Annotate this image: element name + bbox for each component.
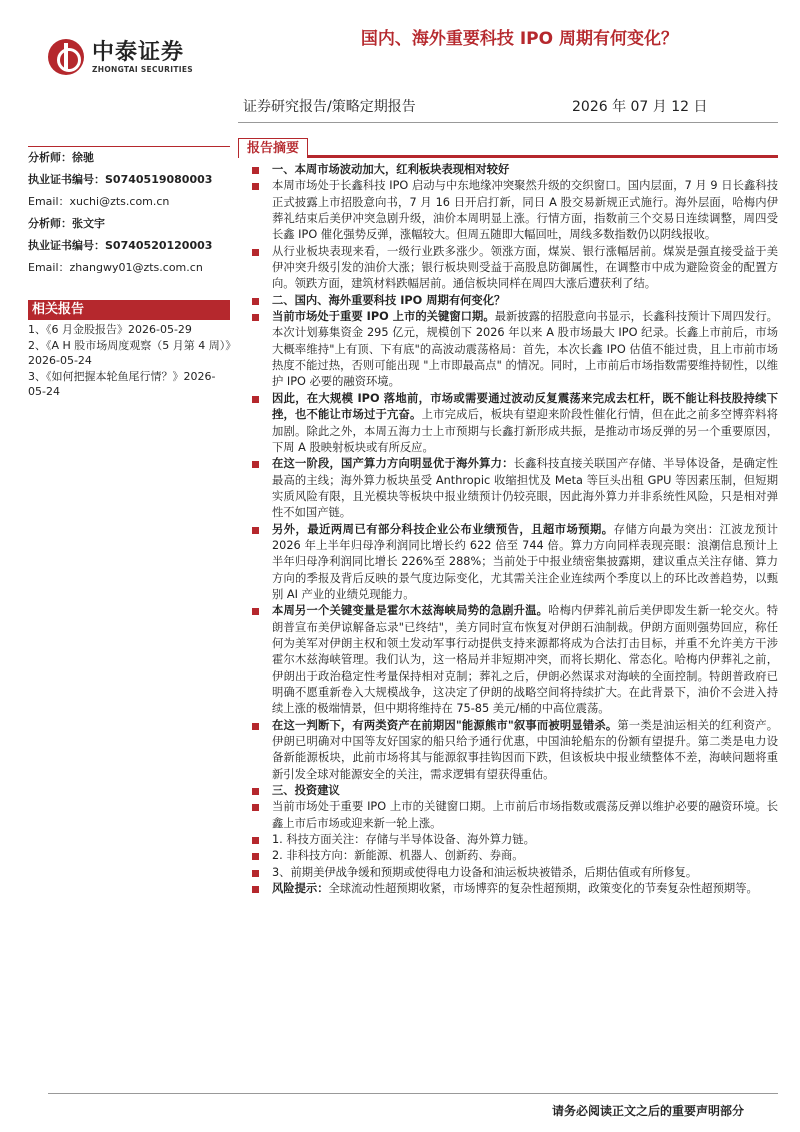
summary-paragraph: [248, 848, 778, 864]
paragraph-lead: 本周另一个关键变量是霍尔木兹海峡局势的急剧升温。: [272, 604, 549, 618]
bullet-icon: [252, 249, 259, 256]
paragraph-text: 长鑫科技直接关联国产存储、半导体设备，是确定性最高的主线；海外算力板块虽受 Anthropic 收缩担忧及 Meta 等巨头出租 GPU 等因素压制，但短期实质风险有限，且光模块等板块中报业绩预计仍较亮眼，因此海外算力并非系统性风险，只是相对弹性不如国产链。: [272, 457, 778, 520]
summary-paragraph: [248, 178, 778, 243]
summary-paragraph: [248, 391, 778, 456]
bullet-icon: [252, 608, 259, 615]
report-title: 国内、海外重要科技 IPO 周期有何变化？: [360, 29, 678, 49]
bullet-icon: [252, 396, 259, 403]
logo-cn-text: 中泰证券: [92, 39, 185, 65]
bullet-icon: [252, 723, 259, 730]
paragraph-lead: 当前市场处于重要 IPO 上市的关键窗口期。: [272, 310, 495, 324]
bullet-icon: [252, 837, 259, 844]
header-divider: [238, 122, 778, 123]
paragraph-text: 第一类是油运相关的红利资产。伊朗已明确对中国等友好国家的船只给予通行优惠，中国油轮船东的份额有望提升。第二类是电力设备新能源板块，此前市场将其与能源叙事挂钩因而下跌，但该板块中报业绩整体不差，海峡问题将重新引发全球对能源安全的关注，需求逻辑有望获得重估。: [272, 718, 778, 781]
paragraph-text: 存储方向最为突出：江波龙预计 2026 年上半年归母净利润同比增长约 622 倍至 744 倍。算力方向同样表现亮眼：浪潮信息预计上半年归母净利润同比增长 226%至 288%；当前处于中报业绩密集披露期，建议重点关注存储、算力方向的季报及背后反映的景气度边际变化，尤其需关注企业连续两个季度以上的环比改善趋势，以甄别 AI 产业的业绩兑现能力。: [272, 522, 778, 601]
paragraph-text: 全球流动性超预期收紧，市场博弈的复杂性超预期，政策变化的节奏复杂性超预期等。: [328, 882, 758, 896]
paragraph-lead: 在这一阶段，国产算力方向明显优于海外算力：: [272, 457, 514, 471]
paragraph-lead: 在这一判断下，有两类资产在前期因"能源熊市"叙事而被明显错杀。: [272, 718, 618, 732]
related-report-item[interactable]: 3、《如何把握本轮鱼尾行情？》2026-05-24: [28, 369, 216, 398]
paragraph-text: 本周市场处于长鑫科技 IPO 启动与中东地缘冲突聚然升级的交织窗口。国内层面，7 月 9 日长鑫科技正式披露上市招股意向书，7 月 16 日开启打新，同日 A 股交易新规正式施行。海外层面，哈梅内伊葬礼结束后美伊冲突急剧升级，油价本周明显上涨。行情方面，指数前三个交易日连续调整，周四受长鑫 IPO 催化强势反弹，涨幅较大。但周五随即大幅回吐，周线多数指数仍以阴线报收。: [272, 179, 778, 242]
footer-disclaimer: 请务必阅读正文之后的重要声明部分: [551, 1104, 744, 1118]
paragraph-lead: 一、本周市场波动加大，红利板块表现相对较好: [272, 163, 510, 176]
bullet-icon: [252, 167, 259, 174]
summary-paragraph: [248, 718, 778, 783]
analyst-name: 分析师：徐驰: [28, 151, 94, 164]
company-logo: [48, 35, 228, 79]
paragraph-lead: 二、国内、海外重要科技 IPO 周期有何变化？: [272, 293, 506, 307]
logo-en-text: ZHONGTAI SECURITIES: [92, 64, 193, 74]
bullet-icon: [252, 853, 259, 860]
paragraph-text: 1. 科技方面关注：存储与半导体设备、海外算力链。: [272, 833, 535, 847]
bullet-icon: [252, 298, 259, 305]
related-report-item[interactable]: 2、《A H 股市场周度观察（5 月第 4 周）》2026-05-24: [28, 338, 231, 367]
summary-paragraph: [248, 865, 778, 881]
paragraph-text: 最新披露的招股意向书显示，长鑫科技预计下周四发行。本次计划募集资金 295 亿元，规模创下 2026 年以来 A 股市场最大 IPO 纪录。长鑫上市前后，市场大概率维持"上有顶、下有底"的高波动震荡格局：首先，本次长鑫 IPO 估值不能过贵，且上市前市场热度不能过热，否则可能出现 "上市即最高点" 的情况。同时，上市前后市场指数需要维持韧性，以维护 IPO 必要的融资环境。: [272, 310, 778, 389]
analyst-info: [28, 148, 233, 278]
summary-paragraph: [248, 603, 778, 717]
summary-paragraph: [248, 522, 778, 604]
analyst-cert: 执业证书编号：S0740519080003: [28, 173, 213, 186]
summary-header: [238, 138, 778, 158]
analyst-name: 分析师：张文宇: [28, 217, 105, 230]
related-reports-title: 相关报告: [28, 300, 230, 320]
analyst-cert: 执业证书编号：S0740520120003: [28, 239, 213, 252]
analyst-email[interactable]: Email：zhangwy01@zts.com.cn: [28, 261, 203, 274]
summary-paragraph: [248, 293, 778, 309]
summary-paragraph: [248, 309, 778, 391]
related-report-item[interactable]: 1、《6 月金股报告》2026-05-29: [28, 323, 192, 336]
paragraph-text: 当前市场处于重要 IPO 上市的关键窗口期。上市前后市场指数或震荡反弹以维护必要的融资环境。长鑫上市后市场或迎来新一轮上涨。: [272, 800, 778, 830]
analyst-email[interactable]: Email：xuchi@zts.com.cn: [28, 195, 170, 208]
bullet-icon: [252, 183, 259, 190]
bullet-icon: [252, 461, 259, 468]
bullet-icon: [252, 527, 259, 534]
bullet-icon: [252, 804, 259, 811]
summary-paragraph: [248, 783, 778, 799]
logo-icon: [48, 39, 84, 75]
summary-paragraph: [248, 881, 778, 897]
summary-paragraph: [248, 832, 778, 848]
paragraph-text: 2. 非科技方向：新能源、机器人、创新药、券商。: [272, 849, 524, 863]
footer-divider: [48, 1093, 778, 1094]
summary-paragraph: [248, 799, 778, 832]
summary-paragraph: [248, 456, 778, 521]
bullet-icon: [252, 870, 259, 877]
summary-paragraph: [248, 162, 778, 178]
report-category: 证券研究报告/策略定期报告: [243, 99, 416, 115]
paragraph-text: 3、前期美伊战争缓和预期或使得电力设备和油运板块被错杀，后期估值或有所修复。: [272, 865, 698, 879]
summary-paragraph: [248, 244, 778, 293]
related-reports-list: [28, 322, 233, 400]
paragraph-text: 上市完成后，板块有望迎来阶段性催化行情，但在此之前多空博弈料将加剧。除此之外，本周五海力士上市预期与长鑫打新形成共振，是推动市场反弹的另一个重要原因，下周 A 股映射板块或有所反应。: [272, 408, 778, 454]
bullet-icon: [252, 314, 259, 321]
summary-tag: 报告摘要: [238, 138, 308, 158]
paragraph-lead: 另外，最近两周已有部分科技企业公布业绩预告，且超市场预期。: [272, 522, 614, 536]
paragraph-lead: 三、投资建议: [272, 784, 340, 798]
bullet-icon: [252, 788, 259, 795]
paragraph-lead: 因此，在大规模 IPO 落地前，市场或需要通过波动反复震荡来完成去杠杆，既不能让科技股持续下挫，也不能让市场过于亢奋。: [272, 391, 778, 422]
bullet-icon: [252, 886, 259, 893]
summary-body: [248, 162, 778, 897]
report-date: 2026 年 07 月 12 日: [572, 99, 708, 115]
paragraph-text: 从行业板块表现来看，一级行业跌多涨少。领涨方面，煤炭、银行涨幅居前。煤炭是强直接受益于美伊冲突升级引发的油价大涨；银行板块则受益于高股息防御属性，在调整市中成为避险资金的配置方向。领跌方面，建筑材料跌幅居前。通信板块同样在周四大涨后遭获利了结。: [272, 244, 778, 291]
paragraph-text: 哈梅内伊葬礼前后美伊即发生新一轮交火。特朗普宣布美伊谅解备忘录"已终结"，美方同时宣布恢复对伊朗石油制裁。伊朗方面则强势回应，称任何为美军对伊朗主权和领土发动军事行动提供支持来源都将成为合法打击目标，并重不允许美方干涉霍尔木兹海峡管理。我们认为，这一格局并非短期冲突，而将长期化、常态化。哈梅内伊葬礼之前，伊朗出于政治稳定性考量保持相对克制；葬礼之后，伊朗必然谋求对海峡的全面控制。特朗普政府已明确不愿重新卷入大规模战争，这决定了伊朗的战略空间将持续扩大。在此背景下，油价不会进入持续上涨的极端情景，但中期将维持在 75-85 美元/桶的中高位震荡。: [272, 604, 778, 716]
paragraph-lead: 风险提示：: [272, 882, 329, 896]
left-top-divider: [28, 146, 230, 147]
